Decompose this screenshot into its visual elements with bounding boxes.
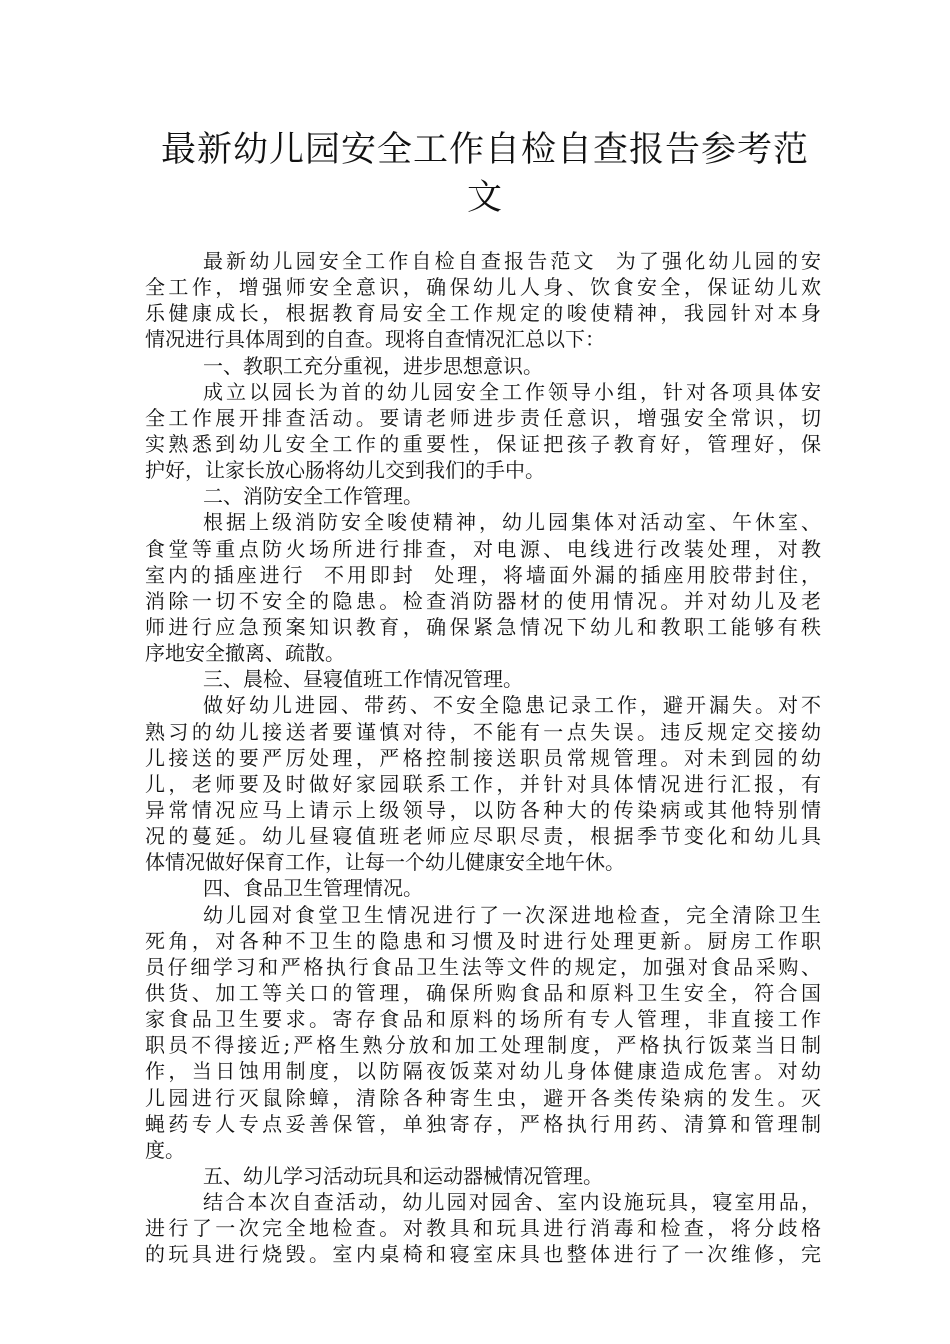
text-line: 死角，对各种不卫生的隐患和习惯及时进行处理更新。厨房工作职: [145, 928, 821, 953]
title-line-1: 最新幼儿园安全工作自检自查报告参考范: [160, 130, 809, 170]
text-line: 乐健康成长，根据教育局安全工作规定的唆使精神，我园针对本身: [145, 301, 821, 326]
text-line: 儿，老师要及时做好家园联系工作，并针对具体情况进行汇报，有: [145, 771, 821, 796]
text-line: 员仔细学习和严格执行食品卫生法等文件的规定，加强对食品采购、: [145, 954, 821, 979]
text-line: 做好幼儿进园、带药、不安全隐患记录工作，避开漏失。对不: [203, 693, 821, 718]
section-heading: 五、幼儿学习活动玩具和运动器械情况管理。: [203, 1163, 603, 1188]
text-line: 蝇药专人专点妥善保管，单独寄存，严格执行用药、清算和管理制: [145, 1111, 821, 1136]
document-body: [145, 248, 821, 1267]
text-line: 况的蔓延。幼儿昼寝值班老师应尽职尽责，根据季节变化和幼儿具: [145, 824, 821, 849]
text-line: 体情况做好保育工作，让每一个幼儿健康安全地午休。: [145, 850, 625, 875]
text-line: 全工作，增强师安全意识，确保幼儿人身、饮食安全，保证幼儿欢: [145, 275, 821, 300]
section-heading: 四、食品卫生管理情况。: [203, 876, 423, 901]
text-line: 护好，让家长放心肠将幼儿交到我们的手中。: [145, 458, 545, 483]
text-line: 全工作展开排查活动。要请老师进步责任意识，增强安全常识，切: [145, 405, 821, 430]
document-title: [140, 126, 830, 222]
section-heading: 三、晨检、昼寝值班工作情况管理。: [203, 667, 523, 692]
text-line: 家食品卫生要求。寄存食品和原料的场所有专人管理，非直接工作: [145, 1007, 821, 1032]
text-line: 作，当日蚀用制度，以防隔夜饭菜对幼儿身体健康造成危害。对幼: [145, 1059, 821, 1084]
text-line: 儿园进行灭鼠除蟑，清除各种寄生虫，避开各类传染病的发生。灭: [145, 1085, 821, 1110]
text-line: 儿接送的要严厉处理，严格控制接送职员常规管理。对未到园的幼: [145, 745, 821, 770]
text-line: 幼儿园对食堂卫生情况进行了一次深进地检查，完全清除卫生: [203, 902, 821, 927]
text-line: 的玩具进行烧毁。室内桌椅和寝室床具也整体进行了一次维修，完: [145, 1242, 821, 1267]
text-line: 度。: [145, 1137, 185, 1162]
text-line: 供货、加工等关口的管理，确保所购食品和原料卫生安全，符合国: [145, 980, 821, 1005]
text-line: 根据上级消防安全唆使精神，幼儿园集体对活动室、午休室、: [203, 510, 821, 535]
text-line: 异常情况应马上请示上级领导，以防各种大的传染病或其他特别情: [145, 797, 821, 822]
text-line: 结合本次自查活动，幼儿园对园舍、室内设施玩具，寝室用品，: [203, 1190, 821, 1215]
text-line: 室内的插座进行 不用即封 处理，将墙面外漏的插座用胶带封住，: [145, 562, 821, 587]
text-line: 食堂等重点防火场所进行排查，对电源、电线进行改装处理，对教: [145, 536, 821, 561]
text-line: 最新幼儿园安全工作自检自查报告范文 为了强化幼儿园的安: [203, 249, 821, 273]
text-line: 成立以园长为首的幼儿园安全工作领导小组，针对各项具体安: [203, 379, 821, 404]
section-heading: 一、教职工充分重视，进步思想意识。: [203, 353, 543, 378]
text-line: 实熟悉到幼儿安全工作的重要性，保证把孩子教育好，管理好，保: [145, 431, 821, 456]
text-line: 情况进行具体周到的自查。现将自查情况汇总以下：: [145, 327, 605, 352]
title-line-2: 文: [466, 178, 503, 218]
section-heading: 二、消防安全工作管理。: [203, 484, 423, 509]
text-line: 消除一切不安全的隐患。检查消防器材的使用情况。并对幼儿及老: [145, 588, 821, 613]
text-line: 进行了一次完全地检查。对教具和玩具进行消毒和检查，将分歧格: [145, 1216, 821, 1241]
text-line: 序地安全撤离、疏散。: [145, 641, 345, 666]
text-line: 师进行应急预案知识教育，确保紧急情况下幼儿和教职工能够有秩: [145, 614, 821, 639]
text-line: 职员不得接近;严格生熟分放和加工处理制度，严格执行饭菜当日制: [145, 1033, 821, 1058]
text-line: 熟习的幼儿接送者要谨慎对待，不能有一点失误。违反规定交接幼: [145, 719, 821, 744]
